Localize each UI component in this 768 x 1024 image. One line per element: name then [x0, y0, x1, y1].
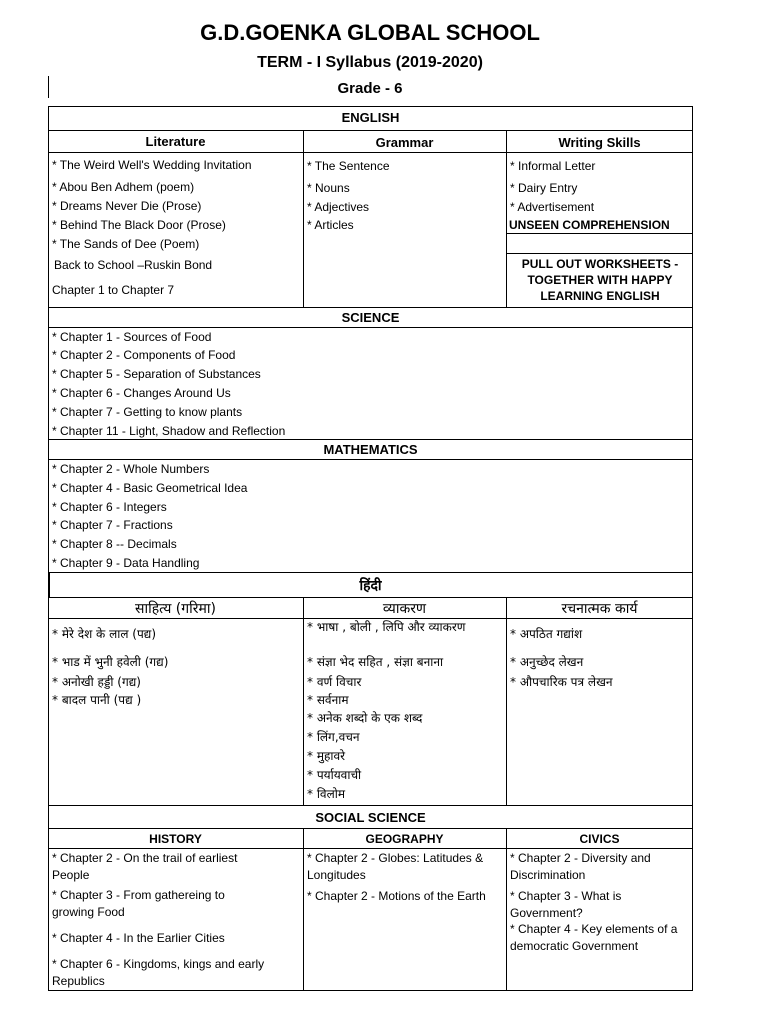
pullout-worksheets: PULL OUT WORKSHEETS - TOGETHER WITH HAPPY LEARNING ENGLISH — [521, 257, 679, 303]
hindi-heading: हिंदी — [359, 578, 382, 594]
vyakaran-item: * पर्यायवाची — [307, 768, 362, 782]
social-science-heading: SOCIAL SCIENCE — [315, 810, 426, 825]
vyakaran-item: * वर्ण विचार — [307, 675, 362, 689]
geography-item: * Chapter 2 - Globes: Latitudes & Longitudes — [307, 851, 484, 882]
grammar-item: * Nouns — [307, 181, 350, 195]
civics-item: * Chapter 2 - Diversity and Discrimination — [510, 851, 651, 882]
vyakaran-item: * अनेक शब्दो के एक शब्द — [307, 711, 423, 725]
school-name: G.D.GOENKA GLOBAL SCHOOL — [200, 20, 540, 45]
civics-item: * Chapter 3 - What is Government? — [510, 889, 622, 920]
vyakaran-item: * विलोम — [307, 787, 346, 801]
vyakaran-item: * संज्ञा भेद सहित , संज्ञा बनाना — [307, 655, 444, 669]
unseen-comprehension: UNSEEN COMPREHENSION — [509, 218, 670, 232]
col-history: HISTORY — [149, 832, 202, 846]
grammar-item: * The Sentence — [307, 159, 390, 173]
writing-item: * Dairy Entry — [510, 181, 578, 195]
geography-item: * Chapter 2 - Motions of the Earth — [307, 889, 486, 903]
term-title: TERM - I Syllabus (2019-2020) — [257, 54, 483, 71]
col-sahitya: साहित्य (गरिमा) — [135, 601, 216, 617]
grade-title: Grade - 6 — [337, 80, 403, 97]
math-item: * Chapter 8 -- Decimals — [52, 537, 177, 551]
science-item: * Chapter 7 - Getting to know plants — [52, 405, 243, 419]
col-grammar: Grammar — [375, 135, 434, 150]
vyakaran-item: * मुहावरे — [307, 749, 346, 763]
col-writing-skills: Writing Skills — [558, 135, 641, 150]
rachnatmak-item: * औपचारिक पत्र लेखन — [510, 675, 613, 689]
margin-mark — [48, 76, 49, 98]
literature-item: Back to School –Ruskin Bond — [54, 258, 213, 272]
sahitya-item: * अनोखी हड्डी (गद्य) — [52, 675, 141, 689]
math-item: * Chapter 4 - Basic Geometrical Idea — [52, 481, 248, 495]
science-heading: SCIENCE — [341, 310, 400, 325]
science-item: * Chapter 6 - Changes Around Us — [52, 386, 231, 400]
vyakaran-item: * लिंग,वचन — [307, 730, 360, 744]
literature-item: * Behind The Black Door (Prose) — [52, 218, 226, 232]
grammar-item: * Articles — [307, 218, 354, 232]
vyakaran-item: * सर्वनाम — [307, 693, 349, 707]
science-item: * Chapter 11 - Light, Shadow and Reflection — [52, 424, 286, 438]
writing-item: * Advertisement — [510, 200, 595, 214]
grammar-item: * Adjectives — [307, 200, 370, 214]
sahitya-item: * मेरे देश के लाल (पद्य) — [52, 627, 157, 641]
col-geography: GEOGRAPHY — [365, 832, 444, 846]
writing-item: * Informal Letter — [510, 159, 596, 173]
science-item: * Chapter 1 - Sources of Food — [52, 330, 212, 344]
literature-item: Chapter 1 to Chapter 7 — [52, 283, 175, 297]
civics-item: * Chapter 4 - Key elements of a democratic Government — [510, 922, 678, 953]
history-item: * Chapter 2 - On the trail of earliest People — [52, 851, 238, 882]
col-civics: CIVICS — [579, 832, 620, 846]
math-item: * Chapter 2 - Whole Numbers — [52, 462, 210, 476]
literature-item: * Abou Ben Adhem (poem) — [52, 180, 195, 194]
math-item: * Chapter 6 - Integers — [52, 500, 167, 514]
vyakaran-item: * भाषा , बोली , लिपि और व्याकरण — [307, 620, 466, 634]
science-item: * Chapter 5 - Separation of Substances — [52, 367, 261, 381]
history-item: * Chapter 6 - Kingdoms, kings and early Republics — [52, 957, 265, 988]
english-heading: ENGLISH — [341, 110, 400, 125]
col-literature: Literature — [145, 134, 206, 149]
math-item: * Chapter 9 - Data Handling — [52, 556, 200, 570]
col-vyakaran: व्याकरण — [382, 601, 427, 617]
rachnatmak-item: * अनुच्छेद लेखन — [510, 655, 584, 669]
sahitya-item: * भाड में भुनी हवेली (गद्य) — [52, 655, 169, 669]
science-item: * Chapter 2 - Components of Food — [52, 348, 236, 362]
math-item: * Chapter 7 - Fractions — [52, 518, 173, 532]
rachnatmak-item: * अपठित गद्यांश — [510, 627, 583, 641]
history-item: * Chapter 4 - In the Earlier Cities — [52, 931, 225, 945]
literature-item: * Dreams Never Die (Prose) — [52, 199, 202, 213]
literature-item: * The Weird Well's Wedding Invitation — [52, 158, 252, 172]
sahitya-item: * बादल पानी (पद्य ) — [52, 693, 142, 707]
literature-item: * The Sands of Dee (Poem) — [52, 237, 200, 251]
mathematics-heading: MATHEMATICS — [323, 442, 418, 457]
col-rachnatmak: रचनात्मक कार्य — [561, 601, 638, 617]
history-item: * Chapter 3 - From gathereing to growing Food — [52, 888, 225, 919]
